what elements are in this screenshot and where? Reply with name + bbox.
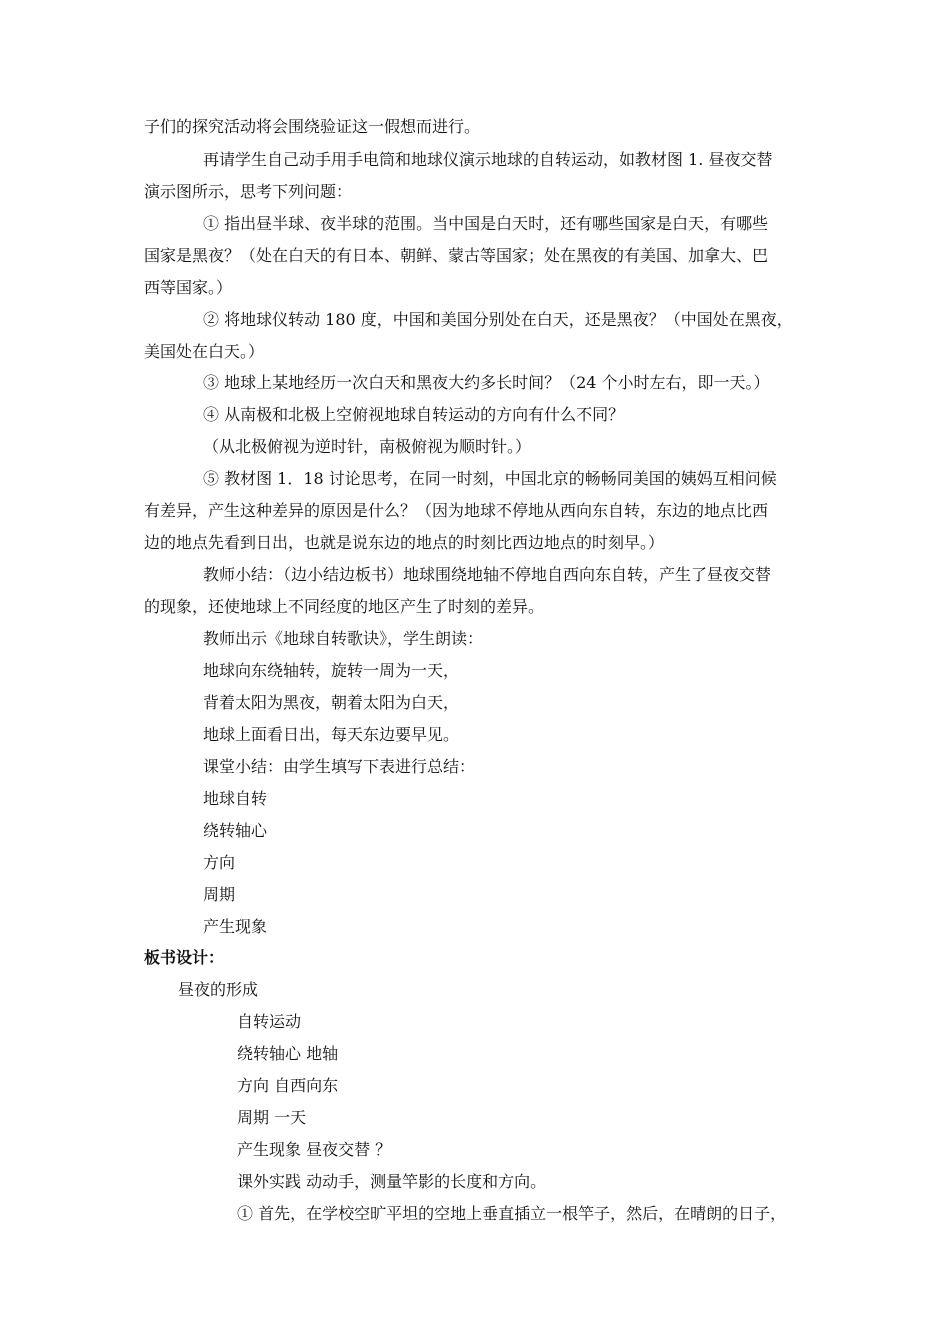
question-1-line-2: 国家是黑夜？（处在白天的有日本、朝鲜、蒙古等国家；处在黑夜的有美国、加拿大、巴 — [144, 246, 769, 265]
board-item-4: 周期 一天 — [237, 1108, 307, 1127]
question-2-line-1: ② 将地球仪转动 180 度，中国和美国分别处在白天，还是黑夜？（中国处在黑夜， — [203, 310, 793, 329]
board-item-3: 方向 自西向东 — [237, 1076, 339, 1095]
demo-paragraph-line-2: 演示图所示，思考下列问题： — [144, 182, 353, 201]
table-item-5: 产生现象 — [203, 917, 268, 936]
question-5-line-2: 有差异，产生这种差异的原因是什么？（因为地球不停地从西向东自转，东边的地点比西 — [144, 501, 769, 520]
demo-paragraph-line-1: 再请学生自己动手用手电筒和地球仪演示地球的自转运动，如教材图 1. 昼夜交替 — [203, 150, 773, 169]
question-5-line-1: ⑤ 教材图 1．18 讨论思考，在同一时刻，中国北京的畅畅同美国的姨妈互相问候 — [203, 469, 777, 488]
rhyme-line-1: 地球向东绕轴转，旋转一周为一天， — [203, 661, 460, 680]
question-4-line-2: （从北极俯视为逆时针，南极俯视为顺时针。） — [203, 437, 532, 456]
board-title: 昼夜的形成 — [178, 980, 259, 999]
question-4-line-1: ④ 从南极和北极上空俯视地球自转运动的方向有什么不同？ — [203, 405, 625, 424]
board-design-heading: 板书设计： — [144, 948, 225, 967]
table-item-4: 周期 — [203, 885, 236, 904]
rhyme-intro-line: 教师出示《地球自转歌诀》，学生朗读： — [203, 629, 484, 648]
question-1-line-3: 西等国家。） — [144, 278, 233, 297]
teacher-summary-line-1: 教师小结：（边小结边板书）地球围绕地轴不停地自西向东自转，产生了昼夜交替 — [203, 565, 772, 584]
table-item-3: 方向 — [203, 853, 236, 872]
intro-tail-line: 子们的探究活动将会围绕验证这一假想而进行。 — [144, 117, 481, 136]
teacher-summary-line-2: 的现象，还使地球上不同经度的地区产生了时刻的差异。 — [144, 597, 545, 616]
rhyme-line-3: 地球上面看日出，每天东边要早见。 — [203, 725, 460, 744]
table-item-1: 地球自转 — [203, 789, 268, 808]
question-3-line: ③ 地球上某地经历一次白天和黑夜大约多长时间？（24 个小时左右，即一天。） — [203, 373, 770, 392]
question-2-line-2: 美国处在白天。） — [144, 342, 265, 361]
board-item-2: 绕转轴心 地轴 — [237, 1044, 339, 1063]
board-item-7: ① 首先，在学校空旷平坦的空地上垂直插立一根竿子，然后，在晴朗的日子， — [237, 1204, 787, 1223]
rhyme-line-2: 背着太阳为黑夜，朝着太阳为白天， — [203, 693, 460, 712]
table-item-2: 绕转轴心 — [203, 821, 268, 840]
board-item-5: 产生现象 昼夜交替 ？ — [237, 1140, 392, 1159]
question-1-line-1: ① 指出昼半球、夜半球的范围。当中国是白天时，还有哪些国家是白天，有哪些 — [203, 214, 769, 233]
question-5-line-3: 边的地点先看到日出，也就是说东边的地点的时刻比西边地点的时刻早。） — [144, 533, 665, 552]
board-item-6: 课外实践 动动手，测量竿影的长度和方向。 — [237, 1172, 547, 1191]
class-summary-line: 课堂小结：由学生填写下表进行总结： — [203, 757, 476, 776]
board-item-1: 自转运动 — [237, 1012, 302, 1031]
